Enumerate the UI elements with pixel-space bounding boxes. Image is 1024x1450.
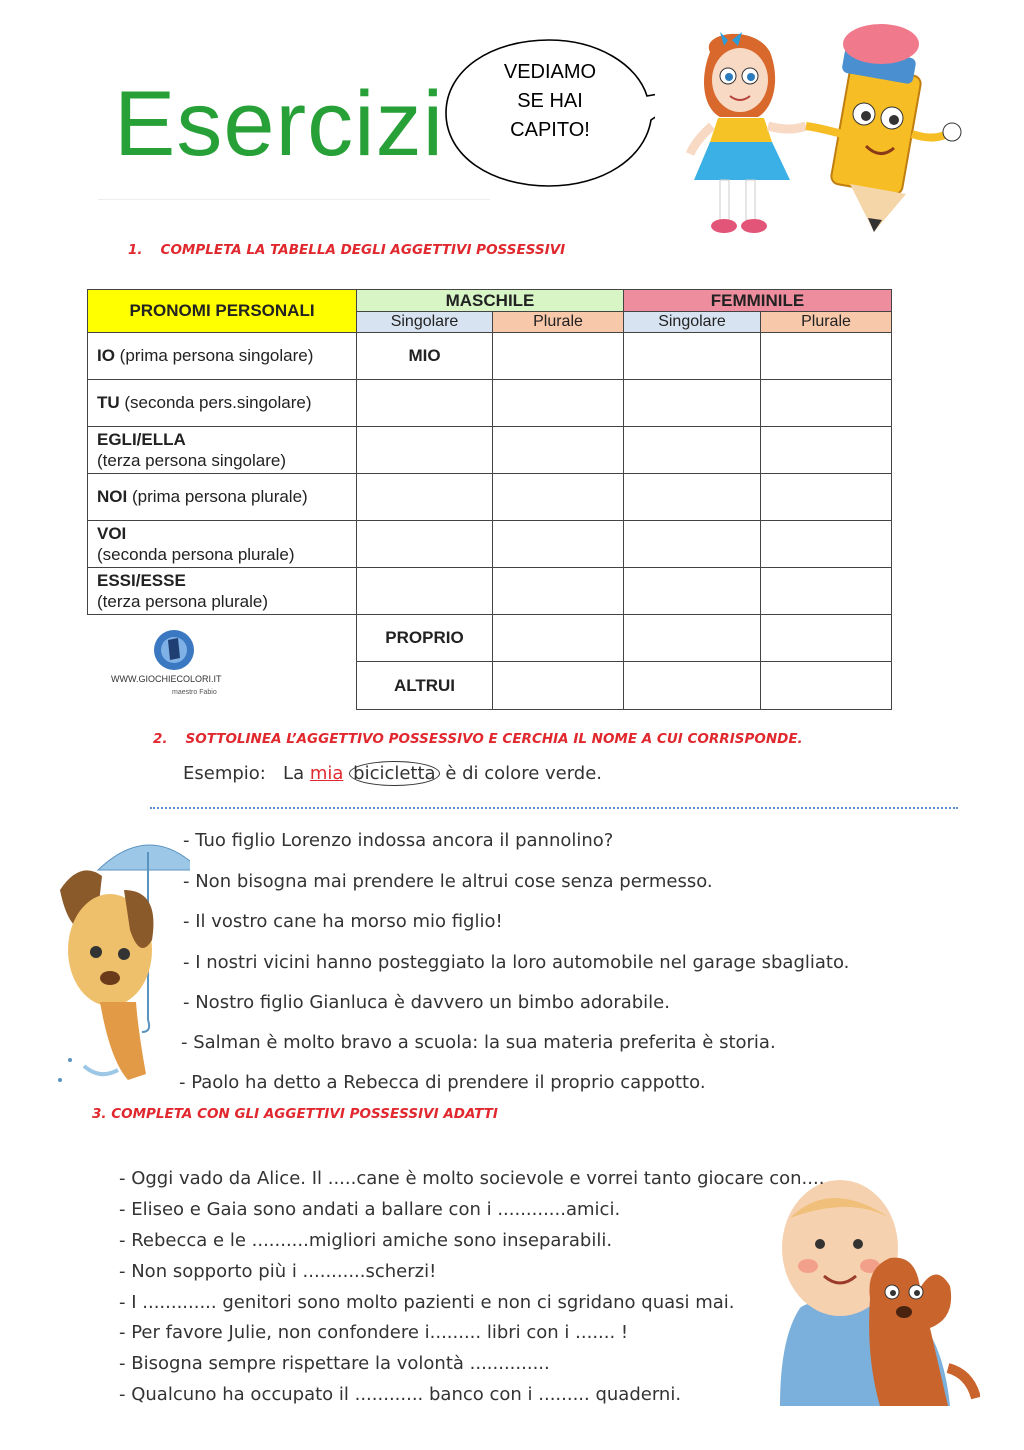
row-label-essi-esse xyxy=(87,567,357,615)
header-pronomi-personali: PRONOMI PERSONALI xyxy=(87,289,357,333)
answer-cell[interactable] xyxy=(760,614,892,662)
answer-cell[interactable] xyxy=(492,332,624,380)
row-label-egli-ella xyxy=(87,426,357,474)
bubble-text xyxy=(470,58,630,145)
answer-cell[interactable] xyxy=(623,426,761,474)
exercise-2-sentence: - Non bisogna mai prendere le altrui cose senza permesso. xyxy=(183,871,713,892)
bubble-line-2: SE HAI xyxy=(517,90,583,112)
row-label-io xyxy=(87,332,357,380)
example-post: è di colore verde. xyxy=(445,763,603,784)
pronoun-tu-desc: (seconda pers.singolare) xyxy=(119,393,312,412)
possessive-adjectives-table xyxy=(87,289,892,710)
header-maschile-singolare: Singolare xyxy=(356,311,493,333)
answer-cell-io-maschile-singolare[interactable]: MIO xyxy=(356,332,493,380)
exercise-2-sentence: - Salman è molto bravo a scuola: la sua materia preferita è storia. xyxy=(181,1032,776,1053)
exercise-3-sentence: - Per favore Julie, non confondere i......... libri con i ....... ! xyxy=(119,1322,629,1343)
pronoun-voi: VOI xyxy=(97,524,127,543)
exercise-3-sentence: - Qualcuno ha occupato il ............ banco con i ......... quaderni. xyxy=(119,1384,682,1405)
exercise-2-sentence: - Tuo figlio Lorenzo indossa ancora il pannolino? xyxy=(183,830,614,851)
pronoun-essi-esse-desc: (terza persona plurale) xyxy=(97,592,269,611)
answer-cell[interactable] xyxy=(356,379,493,427)
example-circled-noun: bicicletta xyxy=(349,761,439,786)
exercise-1-text: COMPLETA LA TABELLA DEGLI AGGETTIVI POSSESSIVI xyxy=(160,242,566,258)
answer-cell[interactable] xyxy=(623,661,761,710)
pronoun-egli-ella: EGLI/ELLA xyxy=(97,430,186,449)
answer-cell[interactable] xyxy=(760,426,892,474)
pronoun-essi-esse: ESSI/ESSE xyxy=(97,571,186,590)
answer-cell[interactable] xyxy=(760,661,892,710)
header-femminile-singolare: Singolare xyxy=(623,311,761,333)
exercise-3-sentence: - Eliseo e Gaia sono andati a ballare con i ............amici. xyxy=(119,1199,621,1220)
answer-cell[interactable] xyxy=(623,332,761,380)
title-divider xyxy=(98,199,490,200)
header-femminile: FEMMINILE xyxy=(623,289,892,312)
giochiecolori-logo-icon xyxy=(152,628,196,672)
pronoun-noi: NOI xyxy=(97,487,128,506)
answer-cell[interactable] xyxy=(623,567,761,615)
answer-cell[interactable] xyxy=(492,473,624,521)
example-sentence xyxy=(183,761,602,786)
exercise-2-sentence: - I nostri vicini hanno posteggiato la loro automobile nel garage sbagliato. xyxy=(183,952,850,973)
boy-with-dog-illustration xyxy=(770,1178,980,1406)
example-label: Esempio: xyxy=(183,763,266,784)
answer-cell[interactable] xyxy=(492,520,624,568)
answer-cell[interactable] xyxy=(356,473,493,521)
exercise-1-instruction xyxy=(128,242,565,258)
answer-cell[interactable] xyxy=(492,614,624,662)
answer-cell[interactable] xyxy=(760,332,892,380)
exercise-3-sentence: - Bisogna sempre rispettare la volontà .............. xyxy=(119,1353,550,1374)
answer-cell[interactable] xyxy=(492,379,624,427)
pronoun-io: IO xyxy=(97,346,115,365)
exercise-1-number: 1. xyxy=(128,242,143,258)
exercise-3-instruction: 3. COMPLETA CON GLI AGGETTIVI POSSESSIVI ADATTI xyxy=(92,1106,498,1122)
answer-cell[interactable] xyxy=(760,567,892,615)
exercise-3-sentence: - Oggi vado da Alice. Il .....cane è molto socievole e vorrei tanto giocare con.... xyxy=(119,1168,825,1189)
pronoun-io-desc: (prima persona singolare) xyxy=(114,346,314,365)
pronoun-noi-desc: (prima persona plurale) xyxy=(127,487,308,506)
answer-cell[interactable] xyxy=(623,379,761,427)
exercise-2-sentence: - Il vostro cane ha morso mio figlio! xyxy=(183,911,503,932)
girl-and-pencil-illustration xyxy=(680,22,970,244)
exercise-3-sentence: - Non sopporto più i ...........scherzi! xyxy=(119,1261,437,1282)
header-maschile: MASCHILE xyxy=(356,289,624,312)
pronoun-egli-ella-desc: (terza persona singolare) xyxy=(97,451,286,470)
row-label-voi xyxy=(87,520,357,568)
logo-author: maestro Fabio xyxy=(172,689,217,696)
exercise-2-number: 2. xyxy=(153,731,168,747)
answer-cell[interactable] xyxy=(492,661,624,710)
page-title: Esercizi xyxy=(114,73,445,175)
answer-cell[interactable] xyxy=(356,520,493,568)
row-label-altrui: ALTRUI xyxy=(356,661,493,710)
answer-cell[interactable] xyxy=(356,426,493,474)
pronoun-tu: TU xyxy=(97,393,120,412)
header-maschile-plurale: Plurale xyxy=(492,311,624,333)
answer-cell[interactable] xyxy=(492,426,624,474)
row-label-proprio: PROPRIO xyxy=(356,614,493,662)
exercise-3-sentence: - I ............. genitori sono molto pazienti e non ci sgridano quasi mai. xyxy=(119,1292,735,1313)
pronoun-voi-desc: (seconda persona plurale) xyxy=(97,545,295,564)
answer-cell[interactable] xyxy=(623,520,761,568)
answer-cell[interactable] xyxy=(760,520,892,568)
answer-cell[interactable] xyxy=(760,473,892,521)
answer-cell[interactable] xyxy=(492,567,624,615)
exercise-2-sentence: - Paolo ha detto a Rebecca di prendere il proprio cappotto. xyxy=(179,1072,706,1093)
exercise-2-sentence: - Nostro figlio Gianluca è davvero un bimbo adorabile. xyxy=(183,992,670,1013)
exercise-2-text: SOTTOLINEA L’AGGETTIVO POSSESSIVO E CERCHIA IL NOME A CUI CORRISPONDE. xyxy=(185,731,803,747)
exercise-3-sentence: - Rebecca e le ..........migliori amiche sono inseparabili. xyxy=(119,1230,613,1251)
bubble-line-3: CAPITO! xyxy=(510,119,590,141)
example-pre: La xyxy=(283,763,310,784)
exercise-2-instruction xyxy=(153,731,803,747)
bubble-line-1: VEDIAMO xyxy=(503,61,597,83)
logo-site: WWW.GIOCHIECOLORI.IT xyxy=(111,674,222,684)
answer-cell[interactable] xyxy=(760,379,892,427)
example-underlined-adjective: mia xyxy=(309,763,344,784)
answer-cell[interactable] xyxy=(356,567,493,615)
answer-cell[interactable] xyxy=(623,473,761,521)
row-label-tu xyxy=(87,379,357,427)
header-femminile-plurale: Plurale xyxy=(760,311,892,333)
dotted-divider xyxy=(150,807,958,809)
answer-cell[interactable] xyxy=(623,614,761,662)
dog-with-umbrella-illustration xyxy=(40,830,190,1095)
row-label-noi xyxy=(87,473,357,521)
